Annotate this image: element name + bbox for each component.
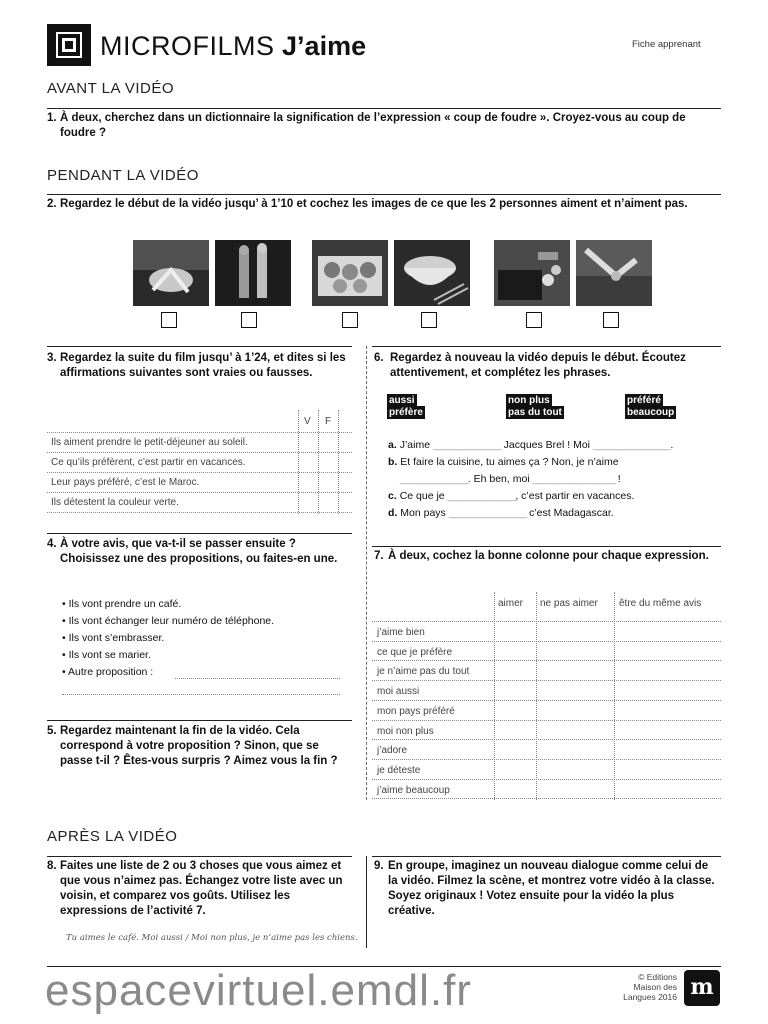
- sentence-letter: b.: [388, 456, 398, 468]
- grid-line: [338, 410, 339, 514]
- divider: [372, 856, 721, 857]
- photo-dancers-image: [215, 240, 291, 306]
- answer-line[interactable]: [62, 694, 340, 695]
- photo-sushi-image: [312, 240, 388, 306]
- section-after-title: APRÈS LA VIDÉO: [47, 828, 178, 845]
- fill-sentence-a: [388, 437, 673, 454]
- sentence-letter: d.: [388, 507, 398, 519]
- photo-5-checkbox[interactable]: [526, 312, 542, 328]
- divider: [47, 533, 352, 534]
- proposal-item: • Ils vont échanger leur numéro de téléphone.: [62, 615, 275, 627]
- question-3: [47, 351, 352, 381]
- column-header-ne-pas-aimer: ne pas aimer: [540, 598, 598, 609]
- statement-row: Ils aiment prendre le petit-déjeuner au soleil.: [51, 437, 248, 448]
- grid-line: [47, 432, 352, 433]
- word-bank-item: aussi: [389, 395, 415, 406]
- title-light: MICROFILMS: [100, 31, 275, 61]
- word-bank-item: préfère: [389, 407, 423, 418]
- column-header-meme-avis: être du même avis: [619, 598, 702, 609]
- answer-blank[interactable]: ________________: [448, 507, 527, 519]
- expression-row: mon pays préféré: [377, 706, 455, 717]
- question-number: 3.: [47, 352, 57, 364]
- statement-row: Leur pays préféré, c’est le Maroc.: [51, 477, 200, 488]
- copyright-text: [605, 972, 677, 1002]
- divider: [47, 194, 721, 195]
- photo-cooking-image: [494, 240, 570, 306]
- grid-line: [372, 720, 721, 721]
- question-number: 1.: [47, 112, 57, 124]
- grid-line: [494, 592, 495, 800]
- title-bold: J’aime: [282, 31, 367, 61]
- page-title: [100, 30, 366, 62]
- column-true-label: V: [304, 416, 311, 427]
- grid-line: [298, 410, 299, 514]
- photo-6-checkbox[interactable]: [603, 312, 619, 328]
- answer-blank[interactable]: _________________: [532, 473, 615, 485]
- word-bank-item: beaucoup: [627, 407, 675, 418]
- sentence-letter: c.: [388, 490, 397, 502]
- fill-sentence-b: [388, 454, 619, 471]
- sentence-text: Jacques Brel ! Moi: [500, 439, 593, 451]
- answer-blank[interactable]: ________________: [592, 439, 671, 451]
- question-text: À deux, cochez la bonne colonne pour chaque expression.: [388, 550, 709, 562]
- copyright-line: Maison des: [633, 982, 677, 992]
- answer-blank[interactable]: ______________: [400, 473, 468, 485]
- question-number: 5.: [47, 725, 57, 737]
- example-sentence: Tu aimes le café. Moi aussi / Moi non plus, je n’aime pas les chiens.: [66, 933, 358, 943]
- divider: [47, 856, 352, 857]
- photo-dancer-image: [133, 240, 209, 306]
- question-8: [47, 859, 352, 919]
- question-text: À votre avis, que va-t-il se passer ensuite ? Choisissez une des propositions, ou faites-en une.: [60, 538, 338, 565]
- sentence-text: .: [670, 439, 674, 451]
- grid-line: [614, 592, 615, 800]
- sentence-text: Mon pays: [400, 507, 449, 519]
- proposal-item: • Ils vont prendre un café.: [62, 598, 182, 610]
- sentence-text: , c’est partir en vacances.: [515, 490, 635, 502]
- grid-line: [536, 592, 537, 800]
- expression-row: j’aime beaucoup: [377, 785, 450, 796]
- fill-sentence-c: [388, 488, 634, 505]
- word-bank-item: pas du tout: [508, 407, 562, 418]
- microfilms-logo-icon: [47, 24, 91, 66]
- grid-line: [47, 452, 352, 453]
- section-before-title: AVANT LA VIDÉO: [47, 80, 175, 97]
- expression-row: ce que je préfère: [377, 647, 453, 658]
- question-text: Regardez à nouveau la vidéo depuis le début. Écoutez attentivement, et complétez les phrases.: [390, 352, 686, 379]
- grid-line: [372, 779, 721, 780]
- photo-gardening-image: [576, 240, 652, 306]
- sentence-text: Ce que je: [399, 490, 448, 502]
- grid-line: [372, 759, 721, 760]
- proposal-item: • Ils vont s’embrasser.: [62, 632, 165, 644]
- question-5: [47, 724, 352, 769]
- grid-line: [47, 492, 352, 493]
- grid-line: [372, 739, 721, 740]
- expression-row: j’aime bien: [377, 627, 425, 638]
- sentence-letter: a.: [388, 439, 397, 451]
- question-text: Regardez maintenant la fin de la vidéo. Cela correspond à votre proposition ? Sinon, que se passe t-il ? Êtes-vous surpris ? Aimez vous la fin ?: [60, 725, 338, 767]
- question-number: 9.: [374, 860, 384, 872]
- divider: [47, 346, 352, 347]
- question-6: [374, 351, 719, 381]
- question-number: 6.: [374, 352, 384, 364]
- grid-line: [372, 621, 721, 622]
- question-number: 2.: [47, 198, 57, 210]
- expression-row: moi aussi: [377, 686, 420, 697]
- divider: [372, 546, 721, 547]
- column-header-aimer: aimer: [498, 598, 524, 609]
- question-text: Regardez le début de la vidéo jusqu’ à 1’10 et cochez les images de ce que les 2 personnes aiment et n’aiment pas.: [60, 198, 688, 210]
- grid-line: [372, 680, 721, 681]
- proposal-item: • Ils vont se marier.: [62, 649, 151, 661]
- fill-sentence-b-continued: [400, 471, 621, 488]
- word-bank-item: préféré: [627, 395, 661, 406]
- proposal-item: • Autre proposition :: [62, 666, 154, 678]
- divider: [47, 720, 352, 721]
- sentence-text: Et faire la cuisine, tu aimes ça ? Non, je n’aime: [400, 456, 619, 468]
- divider: [47, 108, 721, 109]
- grid-line: [372, 700, 721, 701]
- photo-rice-bowl-image: [394, 240, 470, 306]
- logo-letter: m: [690, 974, 714, 1000]
- sentence-text: J’aime: [399, 439, 433, 451]
- question-number: 7.: [374, 550, 384, 562]
- fill-sentence-d: [388, 505, 614, 522]
- word-bank-item: non plus: [508, 395, 550, 406]
- question-text: Regardez la suite du film jusqu’ à 1’24, et dites si les affirmations suivantes sont vraies ou fausses.: [60, 352, 346, 379]
- question-text: En groupe, imaginez un nouveau dialogue comme celui de la vidéo. Filmez la scène, et montrez votre vidéo à la classe. Soyez originaux ! Votez ensuite pour la vidéo la plus créative.: [388, 860, 715, 917]
- question-2: [47, 197, 721, 212]
- sentence-text: c’est Madagascar.: [526, 507, 614, 519]
- photo-2-checkbox[interactable]: [241, 312, 257, 328]
- statement-row: Ils détestent la couleur verte.: [51, 497, 179, 508]
- answer-line[interactable]: [175, 678, 340, 679]
- sentence-text: . Eh ben, moi: [467, 473, 533, 485]
- question-1: [47, 111, 721, 141]
- grid-line: [372, 660, 721, 661]
- photo-4-checkbox[interactable]: [421, 312, 437, 328]
- question-9: [374, 859, 719, 919]
- expression-row: je n’aime pas du tout: [377, 666, 470, 677]
- column-false-label: F: [325, 416, 332, 427]
- divider: [372, 346, 721, 347]
- photo-1-checkbox[interactable]: [161, 312, 177, 328]
- copyright-line: © Editions: [638, 972, 677, 982]
- copyright-line: Langues 2016: [623, 992, 677, 1002]
- column-divider: [366, 856, 367, 948]
- expression-row: je déteste: [377, 765, 421, 776]
- grid-line: [318, 410, 319, 514]
- footer-site-link[interactable]: espacevirtuel.emdl.fr: [45, 966, 472, 1015]
- question-number: 4.: [47, 538, 57, 550]
- question-4: [47, 537, 352, 567]
- expression-row: j’adore: [377, 745, 408, 756]
- sentence-text: !: [614, 473, 621, 485]
- photo-3-checkbox[interactable]: [342, 312, 358, 328]
- grid-line: [47, 512, 352, 513]
- column-divider: [366, 346, 367, 800]
- question-text: À deux, cherchez dans un dictionnaire la signification de l’expression « coup de foudre ». Croyez-vous au coup de foudre ?: [60, 112, 686, 139]
- question-number: 8.: [47, 860, 57, 872]
- section-during-title: PENDANT LA VIDÉO: [47, 167, 199, 184]
- question-text: Faites une liste de 2 ou 3 choses que vous aimez et que vous n’aimez pas. Échangez votre liste avec un voisin, et comparez vos goûts. Utilisez les expressions de l’activité 7.: [60, 860, 343, 917]
- answer-blank[interactable]: ______________: [432, 439, 501, 451]
- publisher-logo-icon: [684, 970, 720, 1006]
- grid-line: [372, 798, 721, 799]
- question-7: [374, 549, 719, 564]
- expression-row: moi non plus: [377, 726, 434, 737]
- statement-row: Ce qu’ils préfèrent, c’est partir en vacances.: [51, 457, 246, 468]
- grid-line: [372, 641, 721, 642]
- answer-blank[interactable]: ______________: [447, 490, 516, 502]
- page-subtitle: Fiche apprenant: [632, 39, 701, 50]
- grid-line: [47, 472, 352, 473]
